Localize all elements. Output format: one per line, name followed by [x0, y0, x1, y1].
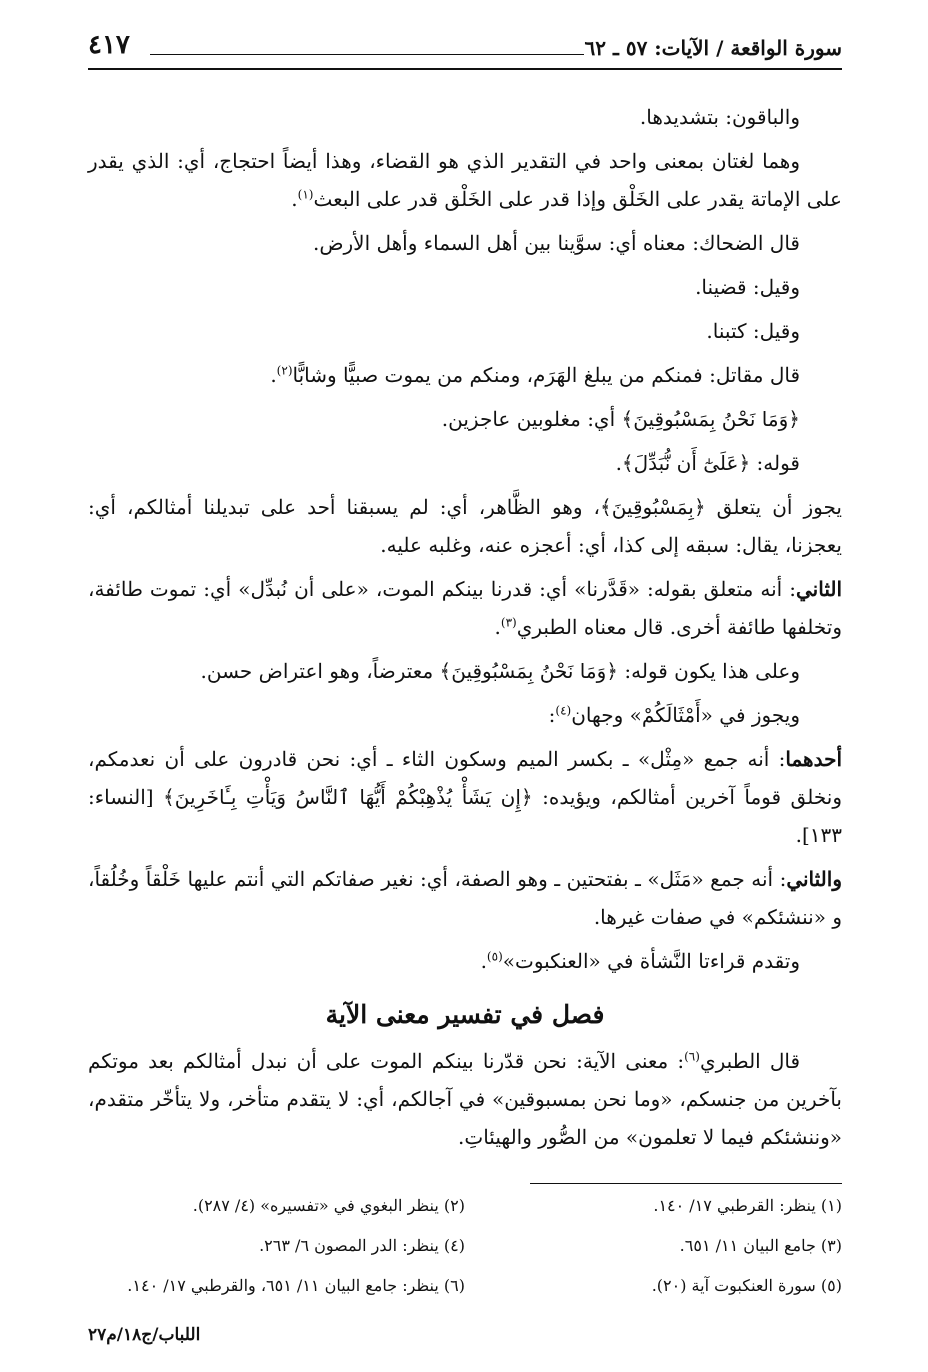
quran-quote: ﴿عَلَىٰٓ أَن نُّبَدِّلَ﴾ — [621, 451, 751, 475]
text: ويجوز في «أَمْثَالَكُمْ» وجهان — [571, 703, 800, 727]
text: وعلى هذا يكون قوله: — [618, 659, 800, 683]
text: : أنه متعلق بقوله: «قَدَّرنا» أي: قدرنا بينكم الموت، «على أن نُبدِّل» أي: تموت طائفة، وتخلفها طائفة أخرى. قال معناه الطبري — [88, 577, 842, 639]
text: . — [270, 363, 277, 387]
paragraph — [88, 942, 842, 980]
text: . — [291, 187, 298, 211]
footnote: (٣) جامع البيان ١١/ ٦٥١. — [679, 1236, 842, 1255]
signature-footer: اللباب/ج١٨/م٢٧ — [88, 1325, 201, 1345]
text: وهما لغتان بمعنى واحد في التقدير الذي هو القضاء، وهذا أيضاً احتجاج، أي: الذي يقدر على الإماتة يقدر على الخَلْق وإذا قدر على الخَلْق قدر على البعث — [88, 149, 842, 211]
text: والباقون: بتشديدها. — [639, 105, 800, 129]
bold-heading: الثاني — [795, 577, 842, 601]
text: . — [494, 615, 501, 639]
text: وقيل: كتبنا. — [706, 319, 800, 343]
paragraph — [88, 400, 842, 438]
text: : معنى الآية: نحن قدّرنا بينكم الموت على أن نبدل أمثالكم بعد موتكم بآخرين من جنسكم، «وما نحن بمسبوقين» في آجالكم، أي: لا يتقدم متأخر، ولا يتأخّر متقدم، «وننشئكم فيما لا تعلمون» من الصُّور والهيئاتِ. — [88, 1049, 842, 1149]
text: [النساء: ١٣٣]. — [88, 785, 842, 847]
paragraph — [88, 444, 842, 482]
text: ، وهو الظَّاهر، أي: لم يسبقنا أحد على تبديلنا أمثالكم، أي: يعجزنا، يقال: سبقه إلى كذا، أي: أعجزه عنه، وغلبه عليه. — [88, 495, 842, 557]
footnote-ref: (٢) — [276, 363, 293, 378]
paragraph — [88, 696, 842, 734]
paragraph — [88, 740, 842, 854]
quran-quote: ﴿وَمَا نَحْنُ بِمَسْبُوقِينَ﴾ — [621, 407, 800, 431]
footnote: (٦) ينظر: جامع البيان ١١/ ٦٥١، والقرطبي ١٧/ ١٤٠. — [127, 1276, 465, 1295]
paragraph — [88, 98, 842, 136]
footnote-ref: (٣) — [500, 615, 517, 630]
text: : أنه جمع «مِثْل» ـ بكسر الميم وسكون الثاء ـ أي: نحن قادرون على أن نعدمكم، ونخلق قوماً آخرين أمثالكم، ويؤيده: — [88, 747, 842, 809]
footnote-rule — [530, 1183, 842, 1184]
page-number: ٤١٧ — [88, 30, 130, 60]
paragraph — [88, 268, 842, 306]
paragraph — [88, 312, 842, 350]
paragraph — [88, 356, 842, 394]
footnote: (٢) ينظر البغوي في «تفسيره» (٤/ ٢٨٧). — [192, 1196, 465, 1215]
bold-heading: أحدهما — [785, 747, 842, 771]
paragraph — [88, 488, 842, 564]
text: : — [548, 703, 556, 727]
text: وتقدم قراءتا النَّشأة في «العنكبوت» — [502, 949, 800, 973]
text: يجوز أن يتعلق — [705, 495, 842, 519]
text: . — [615, 451, 622, 475]
footnote-row — [88, 1196, 842, 1236]
footnote-ref: (٤) — [555, 703, 572, 718]
text: أي: مغلوبين عاجزين. — [441, 407, 622, 431]
footnote: (١) ينظر: القرطبي ١٧/ ١٤٠. — [653, 1196, 842, 1215]
paragraph — [88, 652, 842, 690]
running-title: سورة الواقعة / الآيات: ٥٧ ـ ٦٢ — [584, 36, 842, 60]
text: . — [480, 949, 487, 973]
footnotes — [88, 1196, 842, 1316]
footnote-ref: (١) — [297, 187, 314, 202]
footnote-ref: (٥) — [486, 949, 503, 964]
text: قال مقاتل: فمنكم من يبلغ الهَرَم، ومنكم من يموت صبيًّا وشابًّا — [292, 363, 800, 387]
text: : أنه جمع «مَثَل» ـ بفتحتين ـ وهو الصفة، أي: نغير صفاتكم التي أنتم عليها خَلْقاً وخُلُقاً، و «ننشئكم» في صفات غيرها. — [88, 867, 842, 929]
section-title: فصل في تفسير معنى الآية — [325, 1000, 605, 1029]
footnote: (٥) سورة العنكبوت آية (٢٠). — [651, 1276, 842, 1295]
paragraph — [88, 224, 842, 262]
text: قوله: — [750, 451, 800, 475]
bold-heading: والثاني — [786, 867, 842, 891]
paragraph — [88, 570, 842, 646]
page-header — [88, 28, 842, 70]
footnote-ref: (٦) — [684, 1049, 700, 1064]
text: وقيل: قضينا. — [695, 275, 800, 299]
paragraph — [88, 1042, 842, 1156]
quran-quote: ﴿بِمَسْبُوقِينَ﴾ — [599, 495, 706, 519]
quran-quote: ﴿إِن يَشَأْ يُذْهِبْكُمْ أَيُّهَا ٱلنَّاسُ وَيَأْتِ بِـَٔاخَرِينَ﴾ — [163, 785, 533, 809]
quran-quote: ﴿وَمَا نَحْنُ بِمَسْبُوقِينَ﴾ — [439, 659, 618, 683]
text: قال الضحاك: معناه أي: سوَّينا بين أهل السماء وأهل الأرض. — [312, 231, 800, 255]
main-text — [88, 98, 842, 1156]
header-rule — [150, 54, 584, 55]
paragraph — [88, 142, 842, 218]
text: معترضاً، وهو اعتراض حسن. — [200, 659, 440, 683]
footnote-row — [88, 1236, 842, 1276]
text: قال الطبري — [699, 1049, 801, 1073]
paragraph — [88, 860, 842, 936]
footnote-row — [88, 1276, 842, 1316]
footnote: (٤) ينظر: الدر المصون ٦/ ٢٦٣. — [259, 1236, 465, 1255]
